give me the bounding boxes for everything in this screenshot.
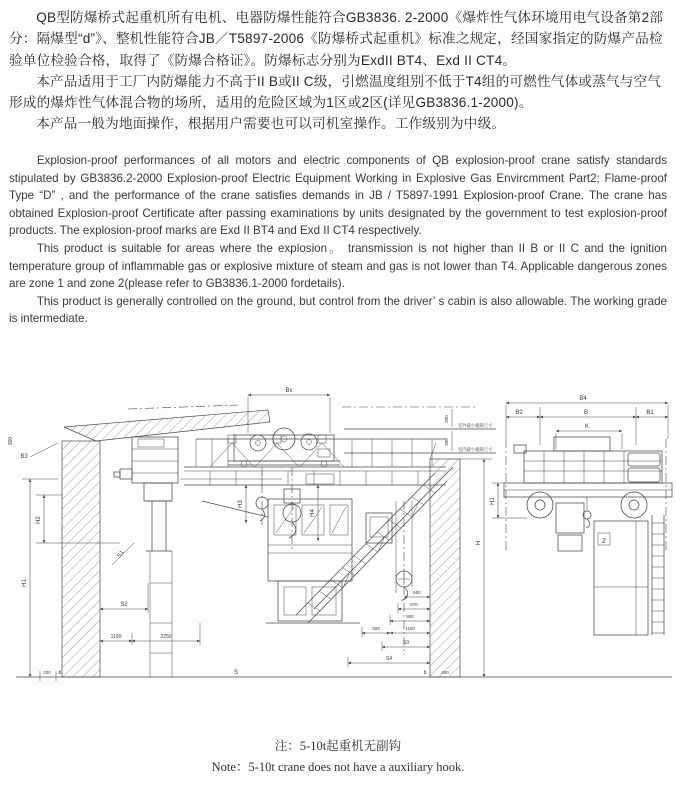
dim-label-b-baseline: b — [58, 670, 62, 676]
dim-label-k: K — [584, 424, 590, 430]
dim-label-span: S — [233, 670, 239, 676]
note-english: Note：5-10t crane does not have a auxiliary hook. — [211, 760, 465, 774]
dim-label-s1: S1 — [116, 549, 126, 560]
dim-label-roof-200: 200 — [444, 415, 449, 423]
dim-label-s3: S3 — [402, 640, 410, 646]
dim-label-s2: S2 — [120, 602, 128, 608]
dim-label-200-mid: 200 — [441, 670, 449, 675]
dim-label-h4: H4 — [310, 509, 316, 517]
en-paragraph-2: This product is suitable for areas where the explosion。 transmission is not higher than II B or II C and the ignition temperature group of inflammable gas or explosive mixture of steam and gas is not lower than T4. Applicable dangerous zones are zone 1 and zone 2(please refer to GB3836.1-2000 fordetails). — [9, 241, 667, 291]
en-paragraph-1: Explosion-proof performances of all motors and electric components of QB explosion-proof crane satisfy standards stipulated by GB3836.2-2000 Explosion-proof Electric Equipment Working in Explosive Gas Envircmment Part2; Flame-proof Type “D” , and the performance of the crane satisfies demands in JB / T5897-1991 Explosion-proof Crane. The crane has obtained Explosion-proof Certificate after passing examinations by units designated by the government to test explosion-proof products. The explosion-proof marks are Exd II BT4 and Exd II CT4 respectively. — [9, 154, 667, 238]
dim-label-670: 670 — [410, 602, 418, 607]
footnotes — [0, 736, 676, 775]
dim-label-h1-right: H1 — [490, 497, 496, 505]
driver-cabin-side — [202, 499, 360, 623]
dim-label-b-mid: b — [423, 670, 427, 676]
bridge-girder — [184, 439, 446, 485]
cn-paragraph-1: QB型防爆桥式起重机所有电机、电器防爆性能符合GB3836. 2-2000《爆炸性气体环境用电气设备第2部分：隔爆型“d”》、整机性能符合JB／T5897-2006《防爆桥式起重机》标准之规定，经国家指定的防爆产品检验单位检验合格，取得了《防爆合格证》。防爆标志分别为ExdII BT4、Exd II CT4。 — [9, 10, 664, 68]
crane-technical-drawing — [0, 383, 676, 740]
dim-label-900: 900 — [406, 614, 414, 619]
dim-label-bx: Bx — [285, 388, 293, 394]
dim-label-b2: B2 — [515, 410, 523, 416]
dim-label-h: H — [476, 540, 482, 546]
dim-label-h2: H2 — [36, 516, 42, 524]
dim-label-1100: 1100 — [110, 634, 122, 640]
cab-label-2: 2 — [602, 538, 606, 545]
trolley-side-view — [180, 428, 340, 549]
roof-clearance-note-2: 室内最小极限尺寸 — [458, 447, 493, 452]
roof-truss-hangers — [210, 435, 344, 467]
note-chinese: 注：5-10t起重机无副钩 — [274, 739, 402, 753]
dim-label-b4: B4 — [579, 396, 587, 402]
dim-label-roof-300: 300 — [444, 438, 449, 446]
en-paragraph-3: This product is generally controlled on the ground, but control from the driver’ s cabin is also allowable. The working grade is intermediate. — [9, 294, 667, 326]
dim-label-s4: S4 — [385, 656, 393, 662]
driver-cabin-end-view — [556, 503, 664, 635]
chinese-description — [9, 7, 669, 135]
english-description — [9, 152, 667, 328]
dim-label-h1: H1 — [22, 579, 28, 587]
dim-label-h3: H3 — [238, 500, 244, 508]
dim-label-200-baseline: 200 — [43, 670, 51, 675]
dim-label-hook-1100: 1100 — [405, 626, 415, 631]
cn-paragraph-2: 本产品适用于工厂内防爆能力不高于II B或II C级，引燃温度组别不低于T4组的可燃性气体或蒸气与空气形成的爆炸性气体混合物的场所，适用的危险区域为1区或2区(详见GB3836.1-2000)。 — [9, 73, 662, 111]
hook-approach-detail — [348, 501, 430, 667]
cn-paragraph-3: 本产品一般为地面操作，根据用户需要也可以司机室操作。工作级别为中级。 — [36, 116, 506, 132]
dim-label-2250: 2250 — [160, 634, 172, 640]
dim-label-b: B — [583, 410, 589, 416]
dim-label-b1: B1 — [646, 410, 654, 416]
left-view-dimensions — [16, 479, 672, 681]
roof-clearance-note-1: 室外最小极限尺寸 — [458, 423, 493, 428]
dim-label-hook-300: 300 — [372, 626, 380, 631]
dim-label-600: 600 — [413, 590, 421, 595]
dim-label-b3: B3 — [20, 454, 28, 460]
dim-label-300-corner: 300 — [8, 436, 14, 446]
trolley-end-view — [514, 437, 662, 483]
